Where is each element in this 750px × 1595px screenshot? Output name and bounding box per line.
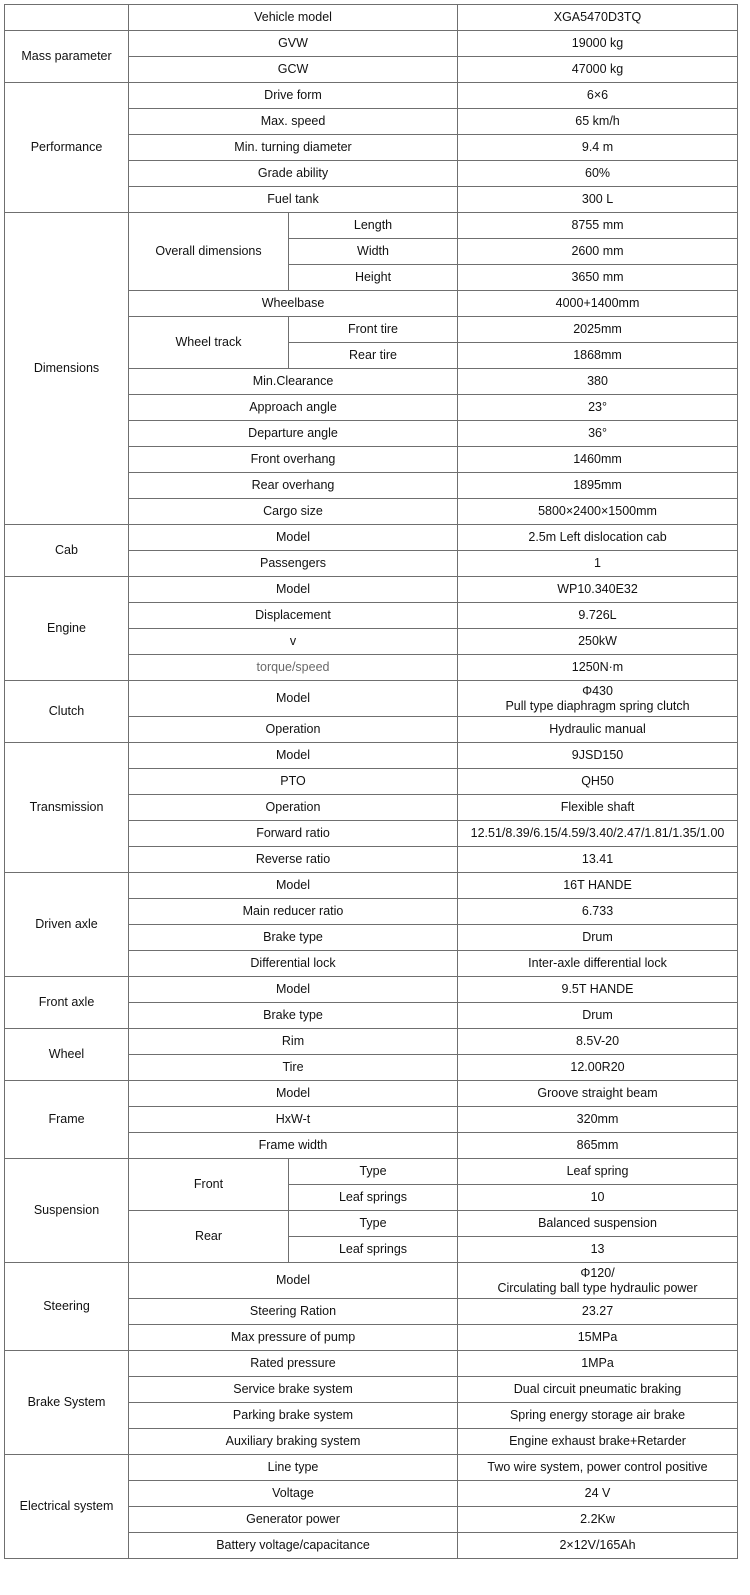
table-cell: 380 bbox=[458, 369, 738, 395]
table-cell: Φ120/ Circulating ball type hydraulic power bbox=[458, 1263, 738, 1299]
table-cell: Model bbox=[129, 577, 458, 603]
table-cell: Battery voltage/capacitance bbox=[129, 1533, 458, 1559]
table-cell: 865mm bbox=[458, 1133, 738, 1159]
table-cell: Service brake system bbox=[129, 1377, 458, 1403]
table-cell: 9JSD150 bbox=[458, 743, 738, 769]
table-cell: Cab bbox=[5, 525, 129, 577]
table-cell: Φ430 Pull type diaphragm spring clutch bbox=[458, 681, 738, 717]
table-row bbox=[5, 577, 738, 603]
table-cell: Two wire system, power control positive bbox=[458, 1455, 738, 1481]
table-cell: Rated pressure bbox=[129, 1351, 458, 1377]
table-cell: Mass parameter bbox=[5, 31, 129, 83]
table-cell: Brake type bbox=[129, 1003, 458, 1029]
spec-table bbox=[4, 4, 738, 1559]
table-cell: 47000 kg bbox=[458, 57, 738, 83]
table-row bbox=[5, 1263, 738, 1299]
table-cell: Balanced suspension bbox=[458, 1211, 738, 1237]
table-cell: 1250N·m bbox=[458, 655, 738, 681]
table-cell: 2025mm bbox=[458, 317, 738, 343]
table-cell: Passengers bbox=[129, 551, 458, 577]
table-cell: GCW bbox=[129, 57, 458, 83]
table-cell: 5800×2400×1500mm bbox=[458, 499, 738, 525]
table-cell: Drive form bbox=[129, 83, 458, 109]
table-row bbox=[5, 5, 738, 31]
table-cell: 36° bbox=[458, 421, 738, 447]
table-cell: 320mm bbox=[458, 1107, 738, 1133]
table-cell: 23.27 bbox=[458, 1299, 738, 1325]
table-cell: Leaf springs bbox=[289, 1237, 458, 1263]
table-cell: 300 L bbox=[458, 187, 738, 213]
table-row bbox=[5, 1081, 738, 1107]
table-cell: 60% bbox=[458, 161, 738, 187]
table-cell: Flexible shaft bbox=[458, 795, 738, 821]
table-cell: 13 bbox=[458, 1237, 738, 1263]
table-cell: Height bbox=[289, 265, 458, 291]
table-cell: 250kW bbox=[458, 629, 738, 655]
table-cell: Line type bbox=[129, 1455, 458, 1481]
table-cell: 19000 kg bbox=[458, 31, 738, 57]
table-cell: Model bbox=[129, 681, 458, 717]
table-cell: 65 km/h bbox=[458, 109, 738, 135]
table-cell: Forward ratio bbox=[129, 821, 458, 847]
table-cell: Model bbox=[129, 1263, 458, 1299]
table-cell: 2.5m Left dislocation cab bbox=[458, 525, 738, 551]
table-cell: PTO bbox=[129, 769, 458, 795]
table-cell: Wheelbase bbox=[129, 291, 458, 317]
table-cell: 2600 mm bbox=[458, 239, 738, 265]
table-cell: Brake System bbox=[5, 1351, 129, 1455]
table-cell: Width bbox=[289, 239, 458, 265]
table-cell: Generator power bbox=[129, 1507, 458, 1533]
table-cell: Electrical system bbox=[5, 1455, 129, 1559]
table-cell: v bbox=[129, 629, 458, 655]
table-cell: 6.733 bbox=[458, 899, 738, 925]
table-cell: 1MPa bbox=[458, 1351, 738, 1377]
table-cell: Transmission bbox=[5, 743, 129, 873]
table-cell: GVW bbox=[129, 31, 458, 57]
table-cell: Min.Clearance bbox=[129, 369, 458, 395]
table-cell: Inter-axle differential lock bbox=[458, 951, 738, 977]
table-cell: 10 bbox=[458, 1185, 738, 1211]
table-cell: 9.4 m bbox=[458, 135, 738, 161]
table-cell: XGA5470D3TQ bbox=[458, 5, 738, 31]
table-cell: 15MPa bbox=[458, 1325, 738, 1351]
table-cell: Brake type bbox=[129, 925, 458, 951]
table-cell: Wheel track bbox=[129, 317, 289, 369]
table-cell: Model bbox=[129, 977, 458, 1003]
table-cell: Drum bbox=[458, 925, 738, 951]
table-cell: Max. speed bbox=[129, 109, 458, 135]
table-cell: 2×12V/165Ah bbox=[458, 1533, 738, 1559]
table-cell: Hydraulic manual bbox=[458, 717, 738, 743]
table-cell: Leaf spring bbox=[458, 1159, 738, 1185]
table-cell: Departure angle bbox=[129, 421, 458, 447]
table-row bbox=[5, 1159, 738, 1185]
table-cell: Approach angle bbox=[129, 395, 458, 421]
table-cell: 1868mm bbox=[458, 343, 738, 369]
table-cell: Tire bbox=[129, 1055, 458, 1081]
table-cell: Grade ability bbox=[129, 161, 458, 187]
table-cell: Spring energy storage air brake bbox=[458, 1403, 738, 1429]
table-cell: Parking brake system bbox=[129, 1403, 458, 1429]
table-row bbox=[5, 1351, 738, 1377]
table-cell: Reverse ratio bbox=[129, 847, 458, 873]
table-row bbox=[5, 1029, 738, 1055]
table-cell: Frame bbox=[5, 1081, 129, 1159]
table-cell bbox=[5, 5, 129, 31]
table-cell: 24 V bbox=[458, 1481, 738, 1507]
table-cell: Auxiliary braking system bbox=[129, 1429, 458, 1455]
table-cell: Steering bbox=[5, 1263, 129, 1351]
table-cell: Operation bbox=[129, 795, 458, 821]
table-cell: 8.5V-20 bbox=[458, 1029, 738, 1055]
table-cell: Differential lock bbox=[129, 951, 458, 977]
table-cell: 9.726L bbox=[458, 603, 738, 629]
table-cell: Frame width bbox=[129, 1133, 458, 1159]
table-cell: Driven axle bbox=[5, 873, 129, 977]
table-cell: Dual circuit pneumatic braking bbox=[458, 1377, 738, 1403]
table-cell: 12.51/8.39/6.15/4.59/3.40/2.47/1.81/1.35/1.00 bbox=[458, 821, 738, 847]
table-row bbox=[5, 83, 738, 109]
table-cell: Suspension bbox=[5, 1159, 129, 1263]
table-cell: Dimensions bbox=[5, 213, 129, 525]
table-cell: Max pressure of pump bbox=[129, 1325, 458, 1351]
table-cell: WP10.340E32 bbox=[458, 577, 738, 603]
table-cell: Operation bbox=[129, 717, 458, 743]
table-cell: 1 bbox=[458, 551, 738, 577]
table-cell: 3650 mm bbox=[458, 265, 738, 291]
table-cell: 9.5T HANDE bbox=[458, 977, 738, 1003]
table-cell: HxW-t bbox=[129, 1107, 458, 1133]
table-row bbox=[5, 1455, 738, 1481]
table-cell: 2.2Kw bbox=[458, 1507, 738, 1533]
table-row bbox=[5, 31, 738, 57]
table-cell: 23° bbox=[458, 395, 738, 421]
table-cell: 1460mm bbox=[458, 447, 738, 473]
table-cell: Rear bbox=[129, 1211, 289, 1263]
table-cell: QH50 bbox=[458, 769, 738, 795]
table-cell: 1895mm bbox=[458, 473, 738, 499]
table-row bbox=[5, 525, 738, 551]
table-cell: 12.00R20 bbox=[458, 1055, 738, 1081]
table-cell: Min. turning diameter bbox=[129, 135, 458, 161]
table-cell: 16T HANDE bbox=[458, 873, 738, 899]
table-cell: 13.41 bbox=[458, 847, 738, 873]
table-cell: Displacement bbox=[129, 603, 458, 629]
table-cell: Rim bbox=[129, 1029, 458, 1055]
table-row bbox=[5, 681, 738, 717]
table-cell: Steering Ration bbox=[129, 1299, 458, 1325]
table-cell: Rear tire bbox=[289, 343, 458, 369]
table-cell: Engine exhaust brake+Retarder bbox=[458, 1429, 738, 1455]
table-cell: Length bbox=[289, 213, 458, 239]
table-cell: Wheel bbox=[5, 1029, 129, 1081]
table-cell: Cargo size bbox=[129, 499, 458, 525]
table-row bbox=[5, 977, 738, 1003]
table-row bbox=[5, 873, 738, 899]
table-cell: Front axle bbox=[5, 977, 129, 1029]
table-cell: Front bbox=[129, 1159, 289, 1211]
table-cell: Model bbox=[129, 1081, 458, 1107]
table-cell: torque/speed bbox=[129, 655, 458, 681]
table-cell: Rear overhang bbox=[129, 473, 458, 499]
table-cell: Model bbox=[129, 525, 458, 551]
table-cell: 8755 mm bbox=[458, 213, 738, 239]
table-cell: Leaf springs bbox=[289, 1185, 458, 1211]
table-cell: Performance bbox=[5, 83, 129, 213]
table-cell: Fuel tank bbox=[129, 187, 458, 213]
table-cell: Clutch bbox=[5, 681, 129, 743]
table-cell: 4000+1400mm bbox=[458, 291, 738, 317]
table-row bbox=[5, 213, 738, 239]
table-cell: Drum bbox=[458, 1003, 738, 1029]
table-cell: Overall dimensions bbox=[129, 213, 289, 291]
table-cell: Model bbox=[129, 873, 458, 899]
spec-table-body bbox=[5, 5, 738, 1559]
table-cell: Type bbox=[289, 1159, 458, 1185]
table-cell: Front tire bbox=[289, 317, 458, 343]
table-cell: Vehicle model bbox=[129, 5, 458, 31]
table-row bbox=[5, 743, 738, 769]
table-cell: Type bbox=[289, 1211, 458, 1237]
table-cell: Groove straight beam bbox=[458, 1081, 738, 1107]
table-cell: Main reducer ratio bbox=[129, 899, 458, 925]
table-cell: Engine bbox=[5, 577, 129, 681]
table-cell: Model bbox=[129, 743, 458, 769]
table-cell: 6×6 bbox=[458, 83, 738, 109]
table-cell: Voltage bbox=[129, 1481, 458, 1507]
table-cell: Front overhang bbox=[129, 447, 458, 473]
